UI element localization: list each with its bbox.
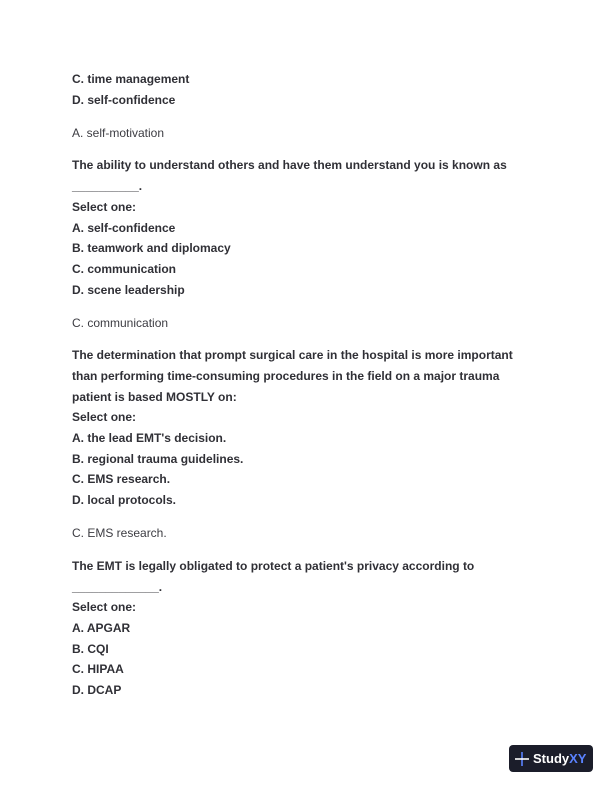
q1-text-line1: The ability to understand others and have them understand you is known as [72, 158, 507, 172]
q1-option-c: C. communication [72, 262, 177, 276]
q2-option-a: A. the lead EMT's decision. [72, 431, 227, 445]
logo-wordmark [533, 751, 586, 766]
prev-option-c: C. time management [72, 72, 190, 86]
plus-icon [515, 752, 529, 766]
q1-select-one: Select one: [72, 200, 137, 214]
studyxy-logo[interactable] [509, 745, 593, 772]
q1-option-a: A. self-confidence [72, 221, 176, 235]
q3-select-one: Select one: [72, 600, 137, 614]
q2-answer: C. EMS research. [72, 526, 167, 540]
q3-option-d: D. DCAP [72, 683, 122, 697]
q3-option-c: C. HIPAA [72, 662, 124, 676]
prev-option-d: D. self-confidence [72, 93, 176, 107]
q1-answer: C. communication [72, 316, 169, 330]
q3-option-b: B. CQI [72, 642, 109, 656]
q2-text-line1: The determination that prompt surgical care in the hospital is more important [72, 348, 513, 362]
q1-option-d: D. scene leadership [72, 283, 185, 297]
logo-text-accent: XY [569, 751, 587, 766]
q2-option-c: C. EMS research. [72, 472, 171, 486]
logo-text-main: Study [533, 751, 570, 766]
q2-text-line3: patient is based MOSTLY on: [72, 390, 237, 404]
q2-option-b: B. regional trauma guidelines. [72, 452, 244, 466]
q3-blank: _____________. [72, 580, 163, 594]
q3-text-line1: The EMT is legally obligated to protect a patient's privacy according to [72, 559, 475, 573]
q2-option-d: D. local protocols. [72, 493, 177, 507]
q2-select-one: Select one: [72, 410, 137, 424]
q1-blank: __________. [72, 179, 143, 193]
q3-option-a: A. APGAR [72, 621, 131, 635]
prev-answer: A. self-motivation [72, 126, 165, 140]
q2-text-line2: than performing time-consuming procedures in the field on a major trauma [72, 369, 500, 383]
q1-option-b: B. teamwork and diplomacy [72, 241, 231, 255]
